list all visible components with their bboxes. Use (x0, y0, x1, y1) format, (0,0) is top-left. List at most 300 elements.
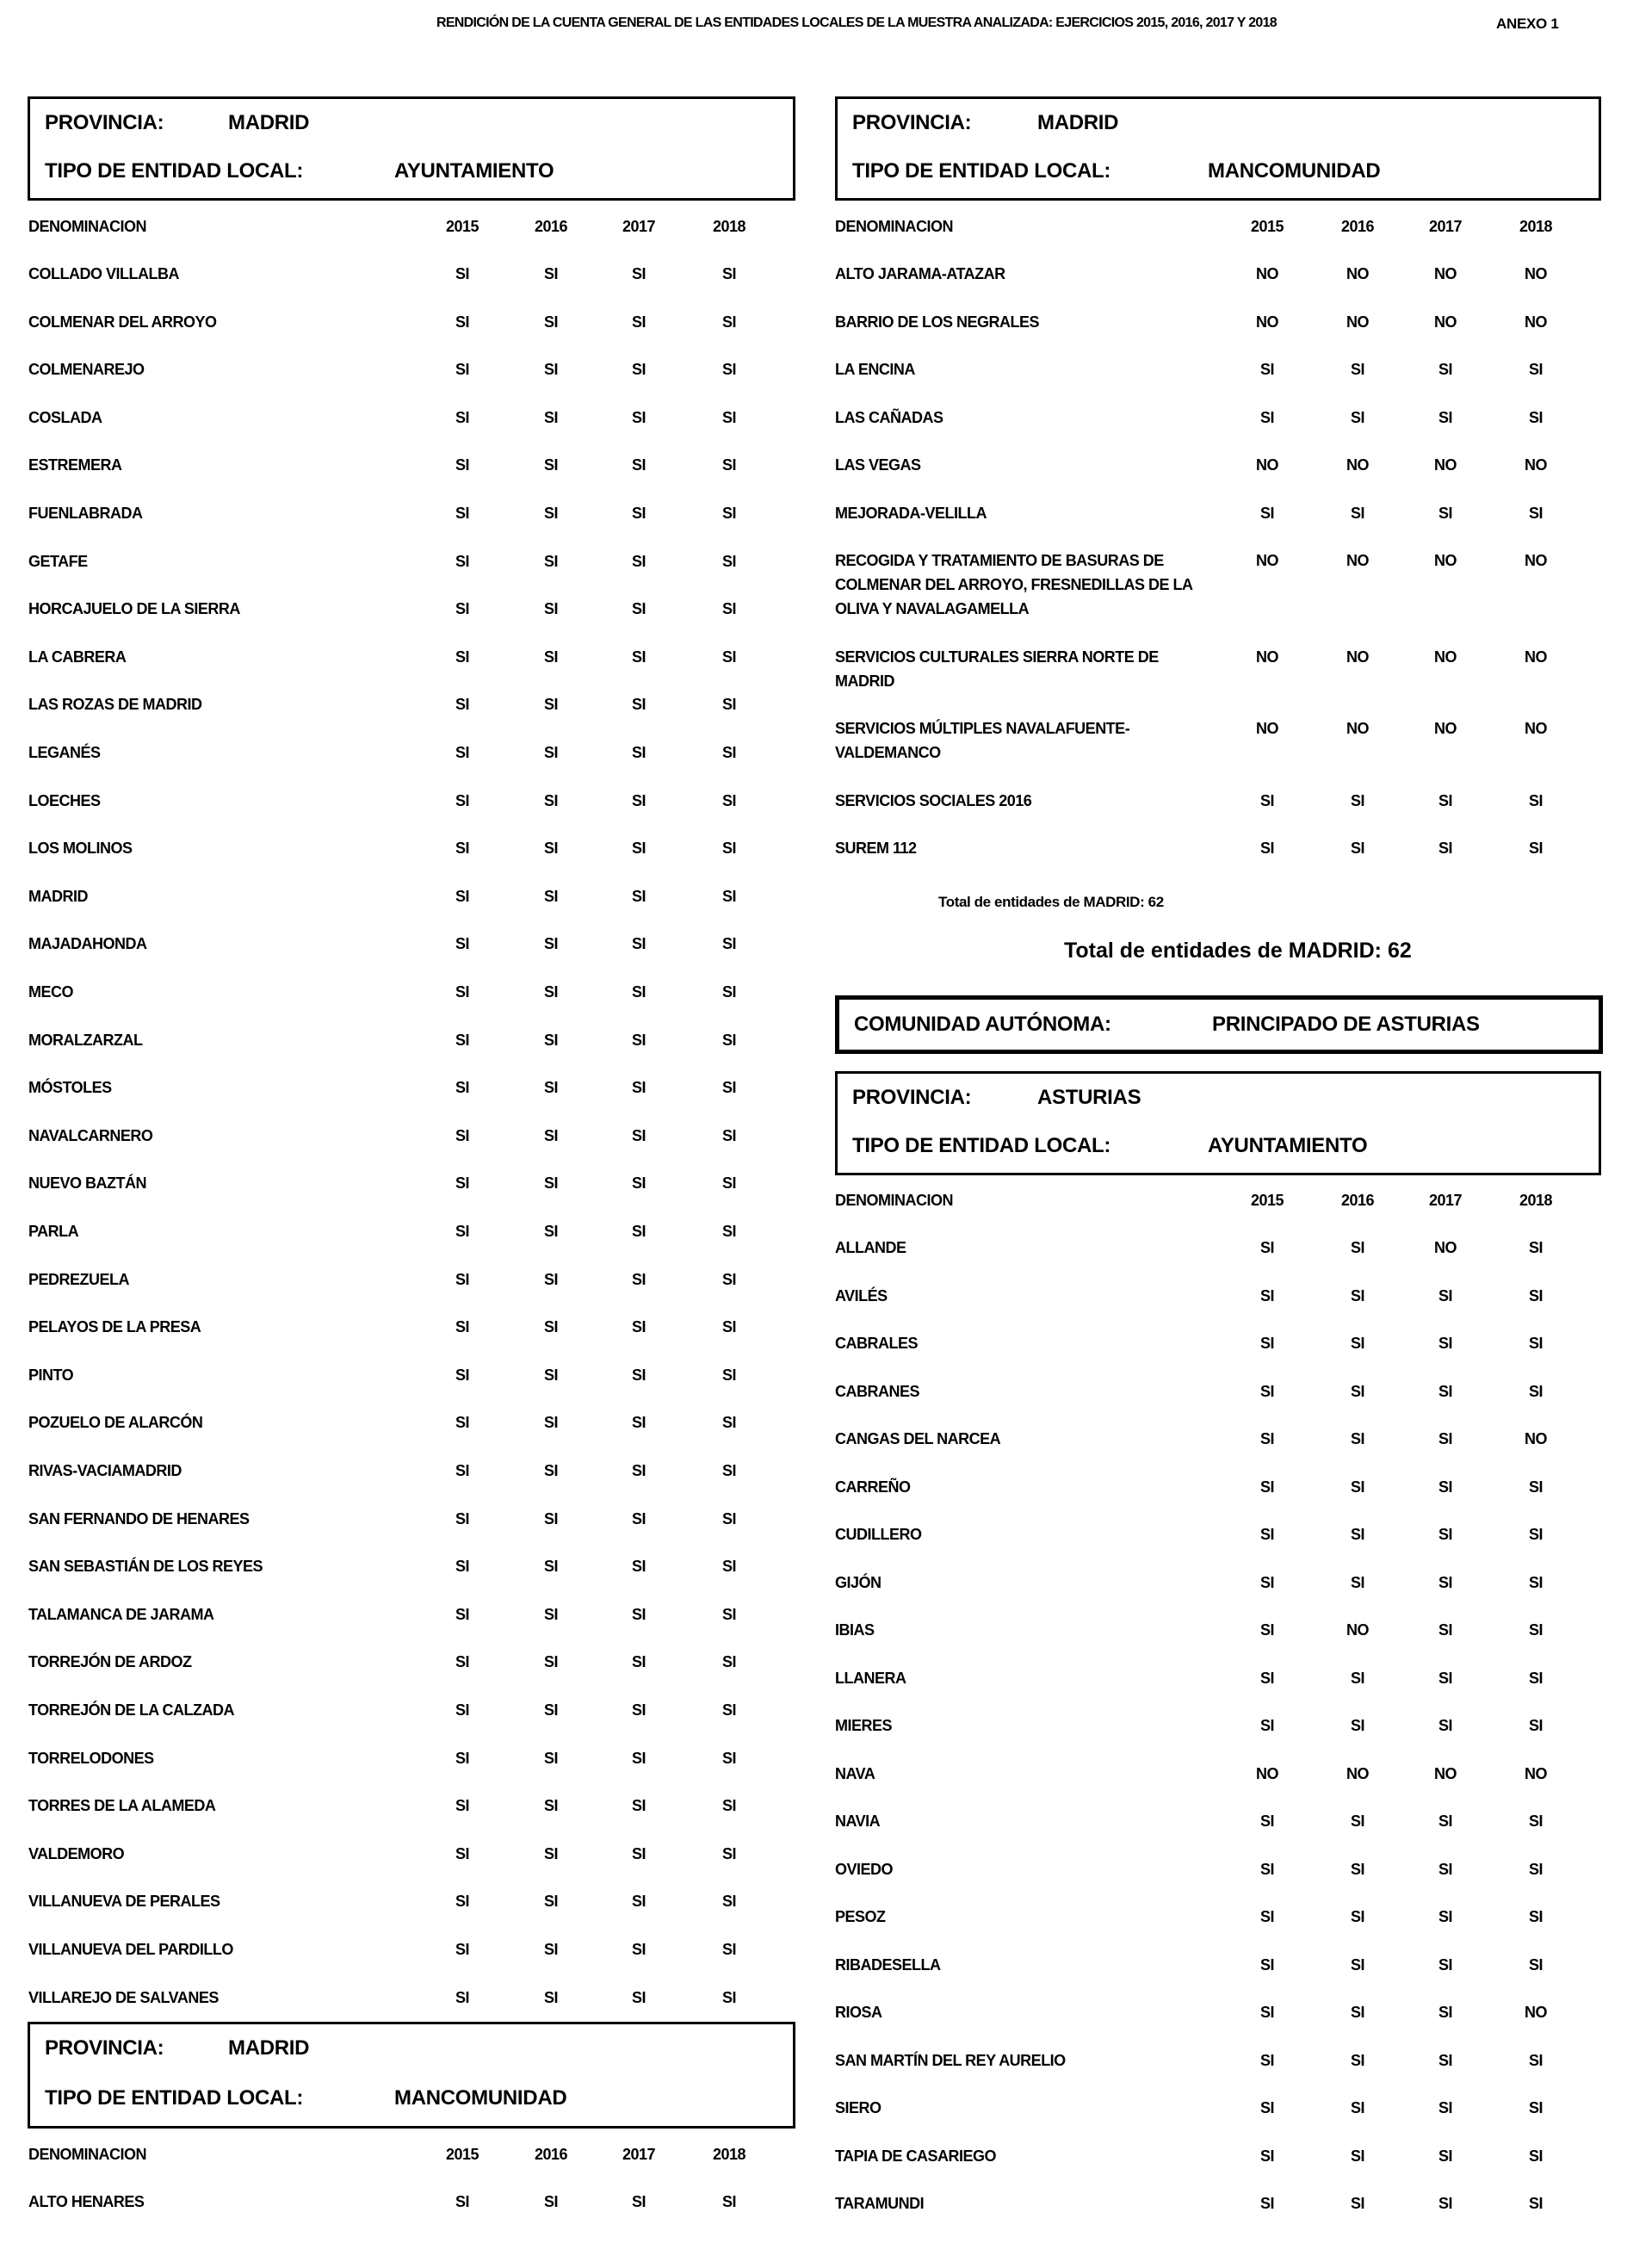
row-value: SI (1350, 1382, 1364, 1400)
row-value: SI (1259, 1430, 1274, 1447)
column-header-year: 2018 (1519, 218, 1553, 235)
row-name: SAN FERNANDO DE HENARES (28, 1509, 250, 1527)
page-title: RENDICIÓN DE LA CUENTA GENERAL DE LAS ENTIDADES LOCALES DE LA MUESTRA ANALIZADA: EJERCICIOS 2015, 2016, 2017 Y 2018 (436, 15, 1277, 30)
row-value: SI (721, 1701, 736, 1719)
row-value: SI (721, 1366, 736, 1384)
row-value: SI (1350, 1335, 1364, 1352)
row-name: VALDEMORO (28, 1844, 125, 1862)
row-value: NO (1256, 456, 1278, 474)
row-value: SI (631, 1462, 646, 1479)
row-value: SI (1350, 2051, 1364, 2069)
column-header-denominacion: DENOMINACION (835, 1192, 953, 1209)
row-value: SI (1259, 1286, 1274, 1304)
row-value: SI (455, 791, 469, 809)
row-name: COLMENAR DEL ARROYO (28, 313, 217, 331)
row-value: SI (1528, 840, 1543, 857)
row-value: SI (1438, 1860, 1452, 1878)
row-value: NO (1346, 720, 1369, 737)
column-header-denominacion: DENOMINACION (835, 218, 953, 235)
row-value: SI (1528, 1621, 1543, 1639)
row-value: NO (1434, 720, 1457, 737)
row-value: SI (631, 1797, 646, 1815)
row-value: SI (1438, 1813, 1452, 1830)
row-name: IBIAS (835, 1621, 875, 1639)
row-value: SI (1438, 1717, 1452, 1734)
row-value: SI (721, 2193, 736, 2210)
row-value: SI (631, 1174, 646, 1193)
provincia-label: PROVINCIA: (45, 111, 164, 134)
row-value: SI (543, 313, 558, 331)
row-name: OVIEDO (835, 1860, 894, 1878)
row-value: SI (1259, 1526, 1274, 1543)
row-value: SI (631, 1079, 646, 1097)
row-value: SI (543, 1366, 558, 1384)
row-name: LOS MOLINOS (28, 840, 133, 858)
row-value: SI (721, 1223, 736, 1240)
row-name: RIOSA (835, 2004, 882, 2021)
row-value: SI (543, 1174, 558, 1193)
row-value: SI (1259, 1621, 1274, 1639)
row-value: NO (1256, 313, 1278, 331)
row-value: SI (721, 935, 736, 953)
row-name: SAN MARTÍN DEL REY AURELIO (835, 2051, 1066, 2069)
row-value: SI (543, 648, 558, 666)
row-value: SI (721, 552, 736, 570)
row-value: SI (455, 1270, 469, 1288)
column-header-year: 2015 (445, 218, 479, 235)
row-value: SI (721, 1270, 736, 1288)
row-value: SI (631, 505, 646, 522)
row-name: LAS CAÑADAS (835, 408, 943, 426)
row-value: SI (631, 456, 646, 474)
row-value: SI (1350, 1860, 1364, 1878)
row-name: TAPIA DE CASARIEGO (835, 2147, 997, 2165)
column-header-year: 2017 (1428, 1192, 1463, 1209)
comunidad-label: COMUNIDAD AUTÓNOMA: (854, 1013, 1111, 1036)
row-value: NO (1525, 313, 1547, 331)
row-name: PARLA (28, 1223, 79, 1240)
row-value: SI (1528, 2051, 1543, 2069)
row-name: NAVIA (835, 1813, 881, 1830)
row-value: SI (631, 840, 646, 858)
row-value: SI (455, 744, 469, 761)
row-value: NO (1256, 648, 1278, 666)
row-value: SI (721, 265, 736, 282)
row-value: SI (1438, 1478, 1452, 1496)
provincia-label: PROVINCIA: (45, 2036, 164, 2060)
row-value: SI (631, 1366, 646, 1384)
row-value: SI (721, 1318, 736, 1336)
row-value: NO (1525, 552, 1547, 569)
row-name: ALTO HENARES (28, 2193, 145, 2210)
row-value: SI (1350, 1669, 1364, 1687)
row-value: SI (1438, 791, 1452, 809)
row-value: SI (1350, 840, 1364, 857)
row-value: SI (1528, 504, 1543, 522)
row-value: SI (631, 1605, 646, 1623)
row-value: SI (1438, 2099, 1452, 2116)
row-value: SI (721, 1893, 736, 1911)
row-name: VILLANUEVA DEL PARDILLO (28, 1941, 233, 1958)
row-value: SI (455, 1701, 469, 1719)
row-value: SI (721, 840, 736, 858)
row-value: SI (721, 1462, 736, 1479)
row-name: CANGAS DEL NARCEA (835, 1430, 1001, 1447)
row-value: SI (721, 1653, 736, 1671)
row-name: CARREÑO (835, 1478, 911, 1496)
row-value: SI (1438, 2147, 1452, 2165)
row-value: SI (631, 791, 646, 809)
row-value: SI (455, 1844, 469, 1862)
row-value: SI (631, 313, 646, 331)
row-name: SUREM 112 (835, 840, 917, 857)
row-value: SI (455, 1797, 469, 1815)
row-value: SI (721, 505, 736, 522)
row-value: SI (1259, 1908, 1274, 1925)
row-name: TORRES DE LA ALAMEDA (28, 1797, 216, 1815)
row-value: SI (543, 1318, 558, 1336)
row-value: SI (721, 1414, 736, 1432)
row-value: SI (1259, 2195, 1274, 2212)
row-name: LEGANÉS (28, 744, 101, 761)
comunidad-box-asturias (835, 995, 1603, 1054)
row-value: SI (1528, 1955, 1543, 1974)
tipo-value: AYUNTAMIENTO (394, 159, 554, 183)
row-name: LAS ROZAS DE MADRID (28, 696, 202, 714)
row-name: TORREJÓN DE ARDOZ (28, 1653, 192, 1671)
row-value: NO (1434, 456, 1457, 474)
row-value: SI (631, 1414, 646, 1432)
row-value: SI (543, 696, 558, 714)
row-value: NO (1256, 265, 1278, 282)
row-value: SI (455, 265, 469, 282)
row-value: SI (455, 1318, 469, 1336)
row-value: SI (1528, 1813, 1543, 1830)
row-value: SI (1350, 1286, 1364, 1304)
row-value: SI (631, 1653, 646, 1671)
row-value: NO (1346, 265, 1369, 282)
row-name: RECOGIDA Y TRATAMIENTO DE BASURAS DE COLMENAR DEL ARROYO, FRESNEDILLAS DE LA OLIVA Y NAVALAGAMELLA (835, 552, 1192, 617)
row-value: SI (455, 600, 469, 618)
row-value: SI (631, 408, 646, 426)
row-value: NO (1525, 265, 1547, 282)
row-value: SI (631, 1749, 646, 1767)
row-value: SI (721, 408, 736, 426)
row-value: SI (721, 1844, 736, 1862)
row-name: HORCAJUELO DE LA SIERRA (28, 600, 240, 618)
row-value: SI (455, 1988, 469, 2006)
row-name: TORRELODONES (28, 1749, 154, 1767)
row-value: NO (1256, 552, 1278, 569)
row-value: SI (543, 1031, 558, 1049)
row-value: SI (1259, 1382, 1274, 1400)
row-value: SI (721, 456, 736, 474)
row-value: SI (543, 887, 558, 905)
row-value: SI (455, 1605, 469, 1623)
row-name: NUEVO BAZTÁN (28, 1174, 146, 1193)
row-value: SI (455, 1079, 469, 1097)
row-name: LA ENCINA (835, 361, 915, 378)
row-value: SI (455, 1223, 469, 1240)
row-value: SI (1438, 2004, 1452, 2021)
column-header-denominacion: DENOMINACION (28, 2146, 146, 2163)
row-value: SI (455, 1653, 469, 1671)
row-value: SI (1438, 1908, 1452, 1925)
row-name: SERVICIOS CULTURALES SIERRA NORTE DE MADRID (835, 648, 1159, 690)
row-name: PESOZ (835, 1908, 886, 1925)
row-value: SI (1438, 408, 1452, 426)
row-value: SI (455, 696, 469, 714)
row-value: SI (455, 1031, 469, 1049)
tipo-label: TIPO DE ENTIDAD LOCAL: (852, 159, 1111, 183)
comunidad-value: PRINCIPADO DE ASTURIAS (1212, 1013, 1480, 1036)
row-value: SI (455, 505, 469, 522)
row-value: SI (1528, 1573, 1543, 1591)
row-value: NO (1346, 552, 1369, 569)
row-value: NO (1525, 456, 1547, 474)
row-value: SI (543, 1270, 558, 1288)
row-value: SI (543, 1414, 558, 1432)
row-value: SI (631, 1558, 646, 1576)
row-name: LLANERA (835, 1669, 906, 1687)
row-name: FUENLABRADA (28, 505, 143, 522)
row-value: SI (721, 791, 736, 809)
row-value: SI (455, 552, 469, 570)
row-value: SI (1438, 361, 1452, 378)
column-header-year: 2018 (712, 218, 746, 235)
row-name: ALLANDE (835, 1239, 906, 1256)
row-value: SI (631, 2193, 646, 2210)
row-value: SI (543, 361, 558, 379)
row-value: SI (1528, 1669, 1543, 1687)
row-value: SI (721, 1558, 736, 1576)
row-value: SI (1438, 1669, 1452, 1687)
column-header-year: 2015 (1250, 218, 1284, 235)
row-value: SI (543, 1941, 558, 1958)
row-value: NO (1434, 552, 1457, 569)
row-name: SIERO (835, 2099, 882, 2116)
row-name: MADRID (28, 887, 88, 905)
row-name: BARRIO DE LOS NEGRALES (835, 313, 1040, 331)
row-value: SI (721, 600, 736, 618)
row-value: SI (1528, 2195, 1543, 2212)
row-value: NO (1525, 1430, 1547, 1447)
column-header-year: 2015 (445, 2146, 479, 2163)
row-value: SI (543, 1509, 558, 1527)
row-value: SI (543, 456, 558, 474)
row-value: SI (543, 1462, 558, 1479)
row-value: SI (1528, 1908, 1543, 1925)
row-value: SI (455, 408, 469, 426)
header-box-madrid-ayuntamiento (28, 96, 795, 201)
row-name: VILLANUEVA DE PERALES (28, 1893, 220, 1911)
row-value: SI (455, 1509, 469, 1527)
tipo-value: MANCOMUNIDAD (394, 2086, 567, 2110)
row-value: SI (1350, 2147, 1364, 2165)
row-value: SI (631, 1988, 646, 2006)
row-value: NO (1256, 720, 1278, 737)
row-value: SI (1528, 1335, 1543, 1352)
column-header-year: 2015 (1250, 1192, 1284, 1209)
row-value: SI (1259, 1813, 1274, 1830)
tipo-label: TIPO DE ENTIDAD LOCAL: (852, 1134, 1111, 1157)
tipo-label: TIPO DE ENTIDAD LOCAL: (45, 2086, 304, 2110)
row-value: NO (1525, 1764, 1547, 1782)
row-value: SI (455, 1462, 469, 1479)
row-value: SI (1528, 361, 1543, 378)
row-value: SI (1438, 1526, 1452, 1543)
row-value: SI (631, 744, 646, 761)
row-name: MAJADAHONDA (28, 935, 147, 953)
header-box-asturias-ayuntamiento (835, 1071, 1601, 1175)
row-value: SI (1438, 1382, 1452, 1400)
row-name: MORALZARZAL (28, 1031, 143, 1049)
row-name: CABRALES (835, 1335, 919, 1352)
row-value: SI (1438, 1955, 1452, 1974)
row-value: SI (1259, 1573, 1274, 1591)
row-value: NO (1525, 648, 1547, 666)
row-value: SI (1259, 361, 1274, 378)
row-value: SI (543, 983, 558, 1001)
row-value: SI (721, 1509, 736, 1527)
row-value: SI (631, 887, 646, 905)
row-value: SI (1350, 2004, 1364, 2021)
row-value: SI (543, 1844, 558, 1862)
row-name: PEDREZUELA (28, 1270, 130, 1288)
row-name: ALTO JARAMA-ATAZAR (835, 265, 1005, 282)
row-value: SI (1350, 1813, 1364, 1830)
row-value: SI (455, 1126, 469, 1144)
row-name: SERVICIOS MÚLTIPLES NAVALAFUENTE-VALDEMANCO (835, 720, 1130, 761)
row-value: SI (1259, 2051, 1274, 2069)
row-value: SI (1528, 408, 1543, 426)
row-value: NO (1346, 313, 1369, 331)
row-value: SI (1350, 361, 1364, 378)
column-header-year: 2018 (1519, 1192, 1553, 1209)
provincia-value: MADRID (228, 2036, 310, 2060)
row-value: SI (1259, 1717, 1274, 1734)
row-value: NO (1434, 1764, 1457, 1782)
row-value: NO (1256, 1764, 1278, 1782)
annex-label: ANEXO 1 (1496, 15, 1559, 32)
row-value: SI (455, 1366, 469, 1384)
row-value: SI (1438, 2051, 1452, 2069)
row-name: RIBADESELLA (835, 1955, 941, 1974)
row-name: SERVICIOS SOCIALES 2016 (835, 791, 1032, 809)
row-value: SI (1350, 1526, 1364, 1543)
row-value: SI (631, 1941, 646, 1958)
row-name: NAVA (835, 1764, 875, 1782)
row-value: SI (1528, 1239, 1543, 1256)
provincia-value: MADRID (228, 111, 310, 134)
row-value: SI (721, 1605, 736, 1623)
row-value: SI (543, 505, 558, 522)
row-value: SI (631, 1126, 646, 1144)
total-entidades-small: Total de entidades de MADRID: 62 (938, 894, 1164, 910)
row-value: SI (455, 887, 469, 905)
provincia-value: MADRID (1037, 111, 1119, 134)
row-value: SI (721, 983, 736, 1001)
row-value: SI (631, 265, 646, 282)
row-name: GETAFE (28, 552, 88, 570)
row-name: CUDILLERO (835, 1526, 922, 1543)
row-value: SI (1438, 1573, 1452, 1591)
row-name: GIJÓN (835, 1573, 882, 1591)
row-name: ESTREMERA (28, 456, 122, 474)
row-value: SI (1438, 2195, 1452, 2212)
row-name: MEJORADA-VELILLA (835, 504, 987, 522)
row-value: SI (543, 2193, 558, 2210)
row-value: SI (721, 1126, 736, 1144)
row-value: SI (543, 791, 558, 809)
row-value: NO (1346, 456, 1369, 474)
header-box-madrid-mancomunidad-left (28, 2022, 795, 2129)
row-value: SI (543, 1079, 558, 1097)
row-value: SI (631, 1509, 646, 1527)
row-value: SI (1528, 791, 1543, 809)
row-value: SI (543, 600, 558, 618)
column-header-year: 2016 (1340, 1192, 1375, 1209)
row-value: SI (455, 313, 469, 331)
row-value: SI (455, 1414, 469, 1432)
row-value: NO (1434, 265, 1457, 282)
row-name: RIVAS-VACIAMADRID (28, 1462, 182, 1479)
row-name: LA CABRERA (28, 648, 127, 666)
row-value: SI (721, 648, 736, 666)
row-value: SI (1259, 1955, 1274, 1974)
row-value: SI (631, 600, 646, 618)
row-value: SI (543, 1558, 558, 1576)
row-value: SI (721, 313, 736, 331)
row-value: SI (543, 552, 558, 570)
row-name: NAVALCARNERO (28, 1126, 153, 1144)
row-value: SI (543, 744, 558, 761)
row-value: SI (721, 1797, 736, 1815)
row-name: COLMENAREJO (28, 361, 145, 379)
row-value: SI (455, 935, 469, 953)
row-value: SI (1528, 1286, 1543, 1304)
row-value: SI (1259, 840, 1274, 857)
row-value: SI (721, 887, 736, 905)
row-value: SI (455, 361, 469, 379)
row-name: TALAMANCA DE JARAMA (28, 1605, 214, 1623)
row-value: SI (455, 648, 469, 666)
row-value: SI (1259, 1335, 1274, 1352)
column-header-year: 2016 (534, 2146, 568, 2163)
row-value: SI (1438, 1430, 1452, 1447)
provincia-label: PROVINCIA: (852, 111, 972, 134)
row-value: SI (543, 1988, 558, 2006)
row-value: SI (631, 1031, 646, 1049)
row-value: SI (543, 265, 558, 282)
row-value: SI (455, 1174, 469, 1193)
row-value: SI (543, 840, 558, 858)
column-header-year: 2017 (622, 218, 656, 235)
row-value: SI (721, 1988, 736, 2006)
row-value: SI (543, 1605, 558, 1623)
row-name: CABRANES (835, 1382, 920, 1400)
row-value: NO (1525, 720, 1547, 737)
row-value: SI (721, 1031, 736, 1049)
tipo-value: MANCOMUNIDAD (1208, 159, 1381, 183)
row-value: SI (631, 1223, 646, 1240)
row-value: SI (721, 1941, 736, 1958)
row-value: NO (1525, 2004, 1547, 2021)
row-value: SI (1528, 1478, 1543, 1496)
row-value: SI (543, 1749, 558, 1767)
row-value: SI (1350, 1430, 1364, 1447)
row-value: SI (543, 1653, 558, 1671)
